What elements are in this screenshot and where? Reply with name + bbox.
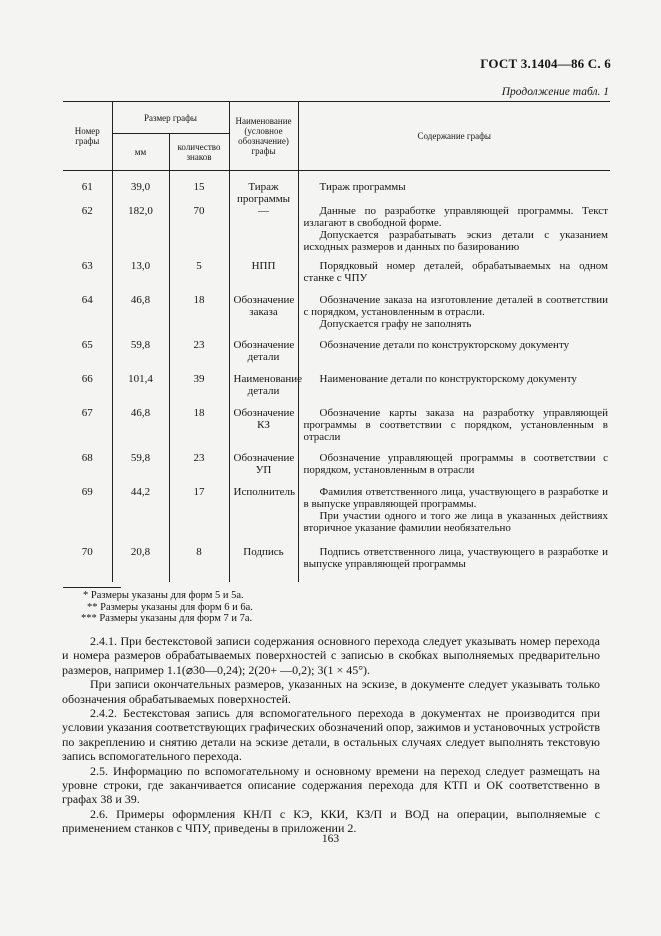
row-size-chars: 18 [169, 407, 229, 452]
row-size-mm: 101,4 [112, 373, 169, 407]
col-header-content: Содержание графы [298, 102, 610, 171]
table-row [63, 373, 610, 407]
row-size-chars: 39 [169, 373, 229, 407]
row-number: 63 [81, 260, 93, 272]
table-row [63, 294, 610, 339]
row-size-chars: 18 [169, 294, 229, 339]
row-name: Обозначение УП [229, 452, 298, 486]
col-header-number: Номер графы [63, 102, 112, 171]
row-content-paragraph: Порядковый номер деталей, обрабатываемых на одном станке с ЧПУ [303, 260, 608, 284]
footnote: *** Размеры указаны для форм 7 и 7а. [81, 613, 253, 624]
row-size-mm: 46,8 [112, 407, 169, 452]
row-number: 70 [81, 546, 93, 558]
row-size-chars: 23 [169, 339, 229, 373]
row-content-paragraph: Подпись ответственного лица, участвующего в разработке и выпуске управляющей программы [303, 546, 608, 570]
row-size-chars: 15 [169, 171, 229, 206]
footnote: ** Размеры указаны для форм 6 и 6а. [87, 601, 253, 613]
table-row [63, 205, 610, 260]
row-number: 69 [81, 486, 93, 498]
row-size-chars: 17 [169, 486, 229, 546]
row-size-mm: 13,0 [112, 260, 169, 294]
row-name: Обозначение КЗ [229, 407, 298, 452]
row-size-mm: 20,8 [112, 546, 169, 582]
row-content-paragraph: Допускается разрабатывать эскиз детали с указанием исходных размеров и данных по базированию [303, 229, 608, 253]
row-name: Наименование детали [229, 373, 298, 407]
row-content [298, 486, 610, 546]
row-name: Тираж программы [229, 171, 298, 206]
table-row [63, 452, 610, 486]
row-name: Исполнитель [229, 486, 298, 546]
row-content-paragraph: Обозначение заказа на изготовление деталей в соответствии с порядком, установленным в отрасли. [303, 294, 608, 318]
table-row [63, 339, 610, 373]
row-content-paragraph: Обозначение карты заказа на разработку управляющей программы в соответствии с порядком, установленным в отрасли [303, 407, 608, 443]
row-number: 66 [81, 373, 93, 385]
row-content [298, 260, 610, 294]
table-row [63, 546, 610, 582]
body-text [62, 634, 600, 836]
paragraph: 2.5. Информацию по вспомогательному и основному времени на переход следует размещать на уровне строки, где заканчивается описание содержания перехода для КТП и ОК соответственно в графах 38 и 39. [62, 763, 600, 807]
row-name: Подпись [229, 546, 298, 582]
row-number: 61 [81, 181, 93, 193]
col-header-size-group: Размер графы [112, 102, 229, 134]
row-number: 68 [81, 452, 93, 464]
row-number: 67 [81, 407, 93, 419]
table-row [63, 486, 610, 546]
specification-table [63, 101, 610, 582]
paragraph: 2.6. Примеры оформления КН/П с КЭ, ККИ, КЗ/П и ВОД на операции, выполняемые с применением станков с ЧПУ, приведены в приложении 2. [62, 806, 600, 836]
paragraph: 2.4.2. Бестекстовая запись для вспомогательного перехода в документах не производится при условии указания соответствующих графических обозначений опор, зажимов и установочных устройств по закреплению и снятию детали на эскизе детали, в остальных случаях следует выполнять текстовую запись вспомогательного перехода. [62, 706, 600, 764]
footnote: * Размеры указаны для форм 5 и 5а. [83, 590, 244, 601]
row-size-mm: 46,8 [112, 294, 169, 339]
table-row [63, 260, 610, 294]
row-name: НПП [229, 260, 298, 294]
row-name: Обозначение заказа [229, 294, 298, 339]
col-header-size-mm: мм [112, 134, 169, 171]
row-size-mm: 39,0 [112, 171, 169, 206]
row-content [298, 171, 610, 206]
row-size-mm: 59,8 [112, 339, 169, 373]
col-header-name: Наименование (условное обозначение) графы [229, 102, 298, 171]
col-header-size-chars: количество знаков [169, 134, 229, 171]
table-continued-label: Продолжение табл. 1 [501, 86, 609, 98]
row-content [298, 294, 610, 339]
row-number: 62 [81, 205, 93, 217]
row-size-chars: 5 [169, 260, 229, 294]
row-content [298, 339, 610, 373]
row-name: — [229, 205, 298, 260]
table-row [63, 407, 610, 452]
footnote-divider [63, 587, 121, 588]
row-content-paragraph: Обозначение управляющей программы в соответствии с порядком, установленным в отрасли [303, 452, 608, 476]
paragraph: При записи окончательных размеров, указанных на эскизе, в документе следует указывать только обозначения обрабатываемых поверхностей. [62, 677, 600, 706]
document-header: ГОСТ 3.1404—86 С. 6 [480, 56, 611, 71]
table-body [63, 171, 610, 583]
row-number: 65 [81, 339, 93, 351]
row-content-paragraph: Наименование детали по конструкторскому документу [319, 373, 577, 385]
row-content-paragraph: Фамилия ответственного лица, участвующего в разработке и в выпуске управляющей программы. [303, 486, 608, 510]
row-size-mm: 182,0 [112, 205, 169, 260]
row-content-paragraph: Обозначение детали по конструкторскому документу [319, 339, 570, 351]
row-content-paragraph: Тираж программы [319, 181, 406, 193]
row-size-mm: 59,8 [112, 452, 169, 486]
row-content [298, 452, 610, 486]
row-content [298, 373, 610, 407]
row-content [298, 205, 610, 260]
paragraph: 2.4.1. При бестекстовой записи содержания основного перехода следует указывать номер перехода и номера размеров обрабатываемых поверхностей с записью в скобках выполняемых предварительно размеров, например 1.1(⌀30—0,24); 2(20+ —0,2); 3(1 × 45°). [62, 634, 600, 677]
row-content [298, 407, 610, 452]
row-size-chars: 8 [169, 546, 229, 582]
row-content-paragraph: При участии одного и того же лица в указанных действиях вторичное указание фамилии необязательно [303, 510, 608, 534]
row-content-paragraph: Данные по разработке управляющей программы. Текст излагают в свободной форме. [303, 205, 608, 229]
row-size-chars: 23 [169, 452, 229, 486]
footnotes [63, 590, 363, 625]
row-size-chars: 70 [169, 205, 229, 260]
row-name: Обозначение детали [229, 339, 298, 373]
page-number: 163 [321, 833, 340, 845]
row-content-paragraph: Допускается графу не заполнять [319, 318, 472, 330]
table-row [63, 171, 610, 206]
row-number: 64 [81, 294, 93, 306]
row-size-mm: 44,2 [112, 486, 169, 546]
row-content [298, 546, 610, 582]
